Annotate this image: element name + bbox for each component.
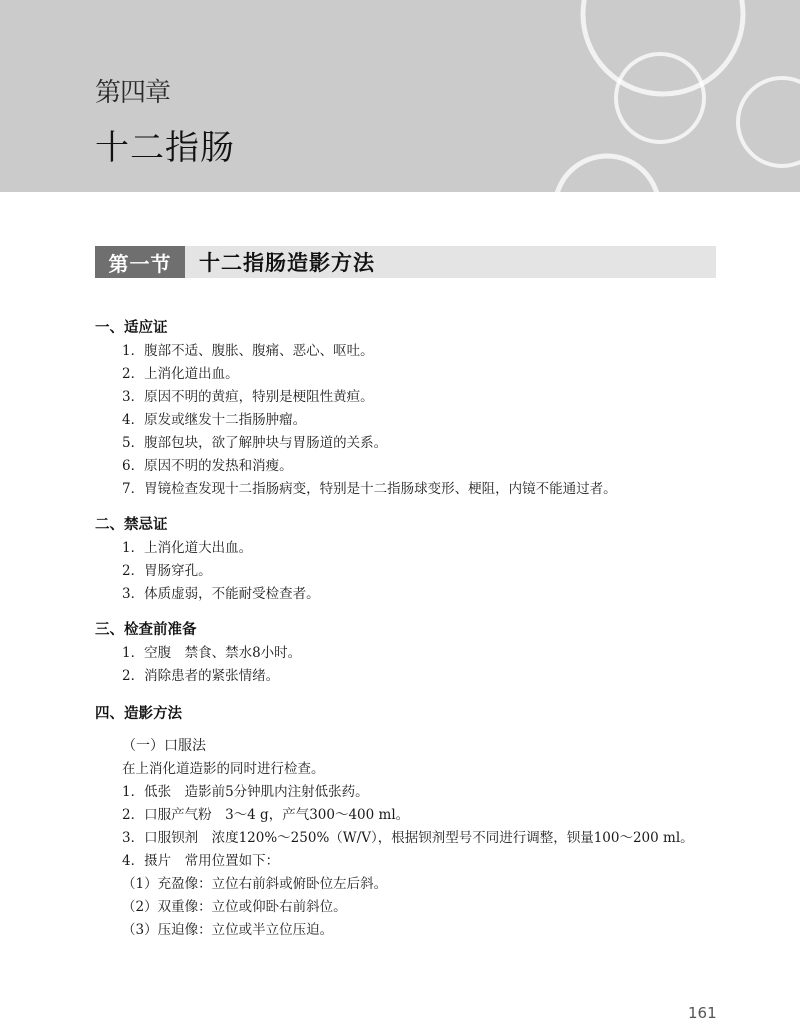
page-number: 161 bbox=[688, 1004, 717, 1022]
list-item: 2．消除患者的紧张情绪。 bbox=[122, 668, 280, 684]
list-item: 3．原因不明的黄疸，特别是梗阻性黄疸。 bbox=[122, 389, 374, 405]
list-item: 3．口服钡剂 浓度120%～250%（W/V），根据钡剂型号不同进行调整，钡量100～200 ml。 bbox=[122, 830, 694, 846]
list-item: 6．原因不明的发热和消瘦。 bbox=[122, 458, 293, 474]
page-body bbox=[95, 316, 735, 942]
method-heading: 四、造影方法 bbox=[95, 706, 182, 722]
chapter-title: 十二指肠 bbox=[95, 128, 235, 168]
list-item: 1．上消化道大出血。 bbox=[122, 540, 253, 556]
list-item: 1．腹部不适、腹胀、腹痛、恶心、呕吐。 bbox=[122, 343, 374, 359]
section-title: 十二指肠造影方法 bbox=[199, 250, 375, 275]
list-item: （3）压迫像：立位或半立位压迫。 bbox=[122, 922, 334, 938]
section-number-tag: 第一节 bbox=[95, 246, 185, 278]
chapter-label: 第四章 bbox=[95, 78, 171, 108]
list-item: （2）双重像：立位或仰卧右前斜位。 bbox=[122, 899, 347, 915]
list-item: 7．胃镜检查发现十二指肠病变，特别是十二指肠球变形、梗阻，内镜不能通过者。 bbox=[122, 481, 617, 497]
preparation-heading: 三、检查前准备 bbox=[95, 622, 197, 638]
list-item: 1．空腹 禁食、禁水8小时。 bbox=[122, 645, 302, 661]
list-item: （1）充盈像：立位右前斜或俯卧位左后斜。 bbox=[122, 876, 388, 892]
list-item: 2．口服产气粉 3～4 g，产气300～400 ml。 bbox=[122, 807, 410, 823]
list-item: 2．胃肠穿孔。 bbox=[122, 563, 212, 579]
oral-method-subheading: （一）口服法 bbox=[122, 738, 206, 754]
contraindications-heading: 二、禁忌证 bbox=[95, 517, 168, 533]
list-item: 4．原发或继发十二指肠肿瘤。 bbox=[122, 412, 307, 428]
list-item: 1．低张 造影前5分钟肌内注射低张药。 bbox=[122, 784, 369, 800]
list-item: 在上消化道造影的同时进行检查。 bbox=[122, 761, 325, 777]
indications-heading: 一、适应证 bbox=[95, 320, 168, 336]
list-item: 2．上消化道出血。 bbox=[122, 366, 239, 382]
list-item: 3．体质虚弱，不能耐受检查者。 bbox=[122, 586, 320, 602]
list-item: 5．腹部包块，欲了解肿块与胃肠道的关系。 bbox=[122, 435, 388, 451]
section-heading-bar bbox=[95, 246, 716, 278]
chapter-header-band bbox=[0, 0, 800, 192]
list-item: 4．摄片 常用位置如下： bbox=[122, 853, 280, 869]
